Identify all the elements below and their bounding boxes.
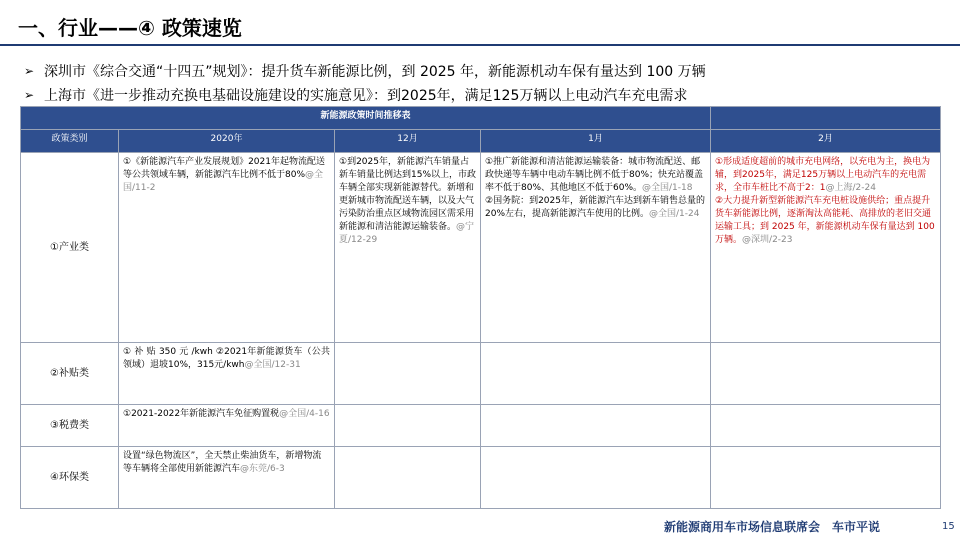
source-tag: @宁夏/12-29: [339, 222, 475, 245]
cell-dec: [335, 343, 481, 405]
cell-feb: [711, 405, 941, 447]
cell-jan: [481, 405, 711, 447]
cell-jan: [481, 447, 711, 509]
table-row: [21, 153, 941, 343]
source-tag: @上海/2-24: [825, 183, 876, 193]
col-header-category: 政策类别: [21, 130, 119, 153]
cell-feb: [711, 447, 941, 509]
page-number: 15: [942, 521, 955, 532]
footer-organization: 新能源商用车市场信息联席会 车市平说: [664, 520, 881, 534]
bullet-list: [24, 59, 944, 107]
source-tag: @全国/11-2: [123, 170, 324, 193]
cell-2020: ①《新能源汽车产业发展规划》2021年起物流配送等公共领域车辆，新能源汽车比例不低于80%@全国/11-2: [119, 153, 335, 343]
table-caption: 新能源政策时间推移表: [21, 107, 711, 130]
source-tag: @全国/1-18: [642, 183, 693, 193]
policy-timeline-table: [20, 106, 941, 509]
source-tag: @全国/4-16: [279, 409, 330, 419]
cell-feb: [711, 343, 941, 405]
table-caption-blank: [711, 107, 941, 130]
table-row: [21, 447, 941, 509]
title-divider: [0, 44, 960, 46]
table-row: [21, 405, 941, 447]
row-category: ②补贴类: [21, 343, 119, 405]
row-category: ③税费类: [21, 405, 119, 447]
source-tag: @全国/1-24: [649, 209, 700, 219]
bullet-text: 上海市《进一步推动充换电基础设施建设的实施意见》：到2025年，满足125万辆以上电动汽车充电需求: [44, 88, 688, 104]
arrow-bullet-icon: ➢: [24, 64, 35, 78]
cell-feb: ①形成适度超前的城市充电网络，以充电为主，换电为辅，到2025年，满足125万辆以上电动汽车的充电需求，全市车桩比不高于2：1@上海/2-24 ②大力提升新型新能源汽车充电桩设施供给；重点提升货车新能源比例，逐渐淘汰高能耗、高排放的老旧交通运输工具；到 2025 年，新能源机动车保有量达到 100 万辆。@深圳/2-23: [711, 153, 941, 343]
bullet-text: 深圳市《综合交通“十四五”规划》：提升货车新能源比例，到 2025 年，新能源机动车保有量达到 100 万辆: [44, 64, 706, 80]
source-tag: @全国/12-31: [244, 360, 301, 370]
cell-dec: [335, 405, 481, 447]
page-title: 一、行业——④ 政策速览: [18, 16, 242, 40]
col-header-feb: 2月: [711, 130, 941, 153]
cell-dec: [335, 447, 481, 509]
col-header-dec: 12月: [335, 130, 481, 153]
cell-jan: ①推广新能源和清洁能源运输装备：城市物流配送、邮政快递等车辆中电动车辆比例不低于80%；快充站覆盖率不低于80%、其他地区不低于60%。@全国/1-18 ②国务院：到2025年，新能源汽车达到新车销售总量的20%左右，提高新能源汽车使用的比例。@全国/1-24: [481, 153, 711, 343]
arrow-bullet-icon: ➢: [24, 88, 35, 102]
col-header-jan: 1月: [481, 130, 711, 153]
cell-jan: [481, 343, 711, 405]
bullet-item: [24, 59, 944, 83]
table-row: [21, 343, 941, 405]
col-header-2020: 2020年: [119, 130, 335, 153]
row-category: ①产业类: [21, 153, 119, 343]
bullet-item: [24, 83, 944, 107]
cell-2020: ① 补 贴 350 元 /kwh ②2021年新能源货车（公共领域）退坡10%，315元/kwh@全国/12-31: [119, 343, 335, 405]
source-tag: @东莞/6-3: [240, 464, 285, 474]
source-tag: @深圳/2-23: [742, 235, 793, 245]
cell-dec: ①到2025年，新能源汽车销量占新车销量比例达到15%以上，市政车辆全部实现新能源替代。新增和更新城市物流配送车辆，以及大气污染防治重点区域物流园区需采用新能源和清洁能源运输装备。@宁夏/12-29: [335, 153, 481, 343]
row-category: ④环保类: [21, 447, 119, 509]
cell-2020: ①2021-2022年新能源汽车免征购置税@全国/4-16: [119, 405, 335, 447]
cell-2020: 设置“绿色物流区”，全天禁止柴油货车，新增物流等车辆将全部使用新能源汽车@东莞/6-3: [119, 447, 335, 509]
